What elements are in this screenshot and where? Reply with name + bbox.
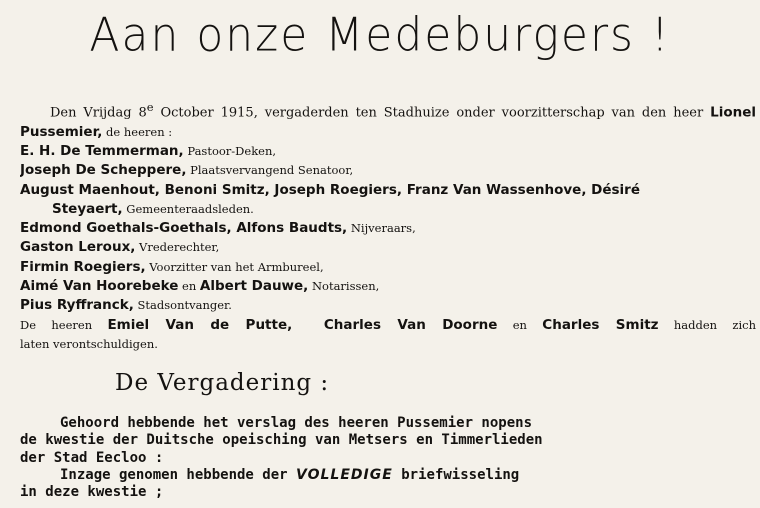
attendance-list	[20, 98, 756, 354]
attendee-role: Plaatsvervangend Senatoor,	[186, 163, 354, 178]
section-heading: De Vergadering :	[115, 370, 330, 396]
excused-conjunction: en	[497, 317, 543, 332]
excused-line-2	[20, 335, 756, 354]
resolution-text	[20, 415, 752, 501]
excused-name-2: Charles Van Doorne	[323, 316, 498, 333]
attendee-name: August Maenhout, Benoni Smitz, Joseph Roegiers, Franz Van Wassenhove, Désiré	[20, 181, 640, 198]
attendee-name: Edmond Goethals-Goethals, Alfons Baudts,	[20, 220, 348, 237]
resolution-emphasis: VOLLEDIGE	[296, 466, 393, 483]
attendee-row	[20, 161, 756, 180]
excused-text-3: laten verontschuldigen.	[20, 336, 158, 351]
excused-text-1: De heeren	[20, 317, 108, 332]
resolution-line: de kwestie der Duitsche opeisching van Metsers en Timmerlieden	[20, 432, 543, 449]
excused-line	[20, 316, 756, 335]
intro-text-1: Den Vrijdag 8	[50, 105, 147, 121]
intro-line	[20, 98, 756, 123]
attendee-role: Gemeenteraadsleden.	[122, 201, 254, 216]
resolution-text-c: briefwisseling	[392, 466, 520, 483]
intro-text-2: October 1915, vergaderden ten Stadhuize onder voorzitterschap van den heer	[153, 105, 711, 121]
attendee-row	[20, 200, 756, 219]
attendee-role: Nijveraars,	[347, 221, 416, 236]
attendee-name: Firmin Roegiers,	[20, 258, 146, 275]
attendee-conjunction: en	[178, 279, 200, 293]
attendee-name: E. H. De Temmerman,	[20, 142, 184, 159]
resolution-text-a: Inzage genomen hebbende der	[60, 466, 297, 483]
attendee-row	[20, 277, 756, 296]
resolution-line	[20, 467, 752, 484]
attendee-row	[20, 258, 756, 277]
attendee-role: Voorzitter van het Armbureel,	[145, 259, 324, 274]
attendee-row	[20, 142, 756, 161]
attendee-name: Gaston Leroux,	[20, 239, 136, 256]
attendee-name-2: Albert Dauwe,	[199, 278, 309, 294]
attendee-row	[20, 219, 756, 238]
attendee-row	[20, 238, 756, 257]
attendee-role: Notarissen,	[308, 279, 380, 293]
page-title: Aan onze Medeburgers !	[89, 8, 671, 63]
excused-text-2: hadden zich	[658, 317, 756, 332]
attendee-name: Steyaert,	[52, 200, 123, 217]
attendee-row	[20, 296, 756, 315]
attendee-role: Stadsontvanger.	[133, 298, 232, 313]
attendee-name: Pius Ryffranck,	[20, 297, 134, 314]
attendee-row	[20, 181, 756, 200]
excused-name-1: Emiel Van de Putte,	[107, 316, 293, 333]
attendee-role: Pastoor-Deken,	[183, 143, 277, 158]
resolution-line: der Stad Eecloo :	[20, 449, 164, 466]
intro-line-2	[20, 123, 756, 142]
attendee-role: Vrederechter,	[135, 240, 220, 255]
intro-superscript: e	[146, 100, 154, 114]
resolution-line: Gehoord hebbende het verslag des heeren Pussemier nopens	[60, 415, 533, 431]
attendee-name: Joseph De Scheppere,	[20, 162, 187, 179]
intro-text-3: de heeren :	[102, 124, 173, 139]
chairman-first-name: Lionel	[710, 104, 756, 121]
resolution-line: in deze kwestie ;	[20, 484, 164, 501]
attendee-name: Aimé Van Hoorebeke	[20, 278, 179, 294]
excused-name-3: Charles Smitz	[542, 316, 659, 333]
chairman-last-name: Pussemier,	[20, 123, 103, 140]
